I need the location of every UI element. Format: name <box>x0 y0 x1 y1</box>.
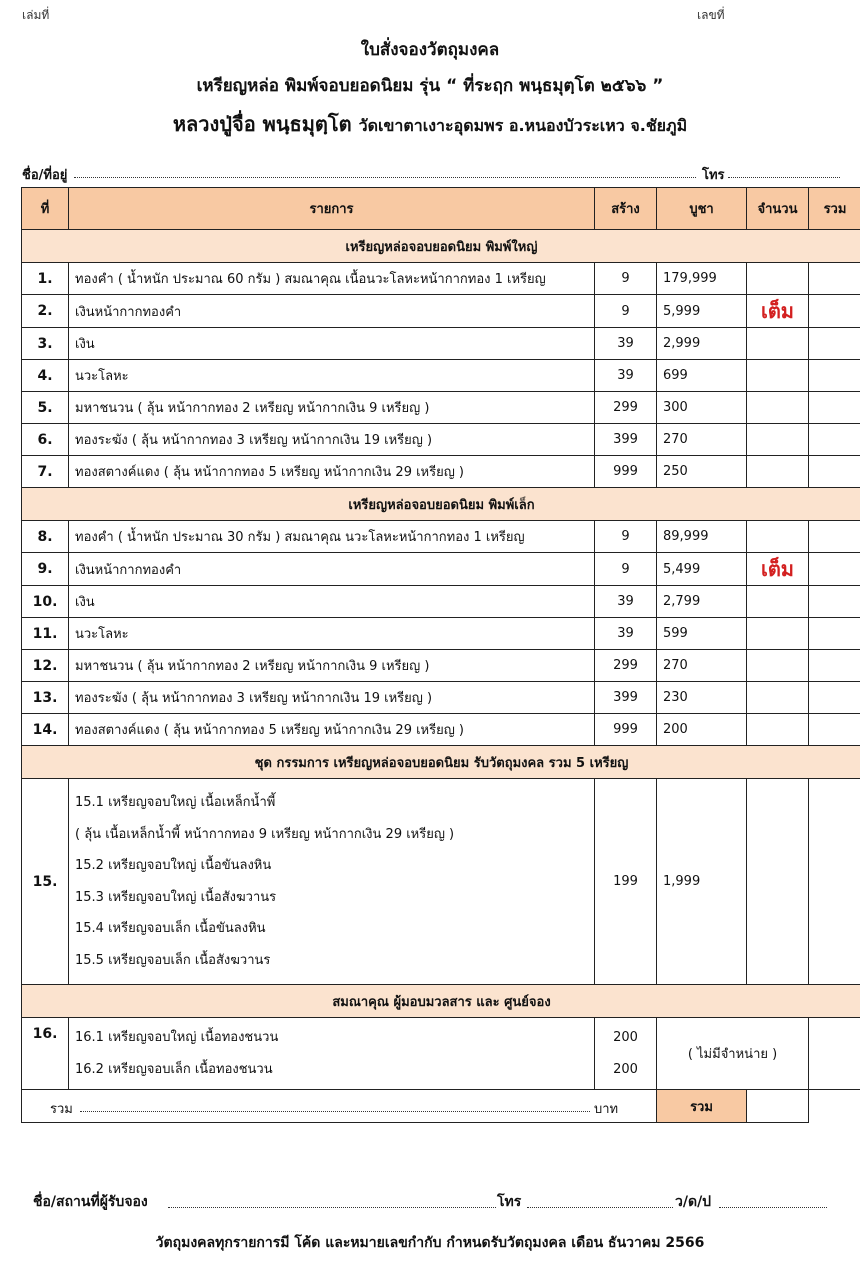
table-row <box>22 295 860 328</box>
row-item: นวะโลหะ <box>69 360 595 392</box>
table-row <box>22 682 860 714</box>
phone-field[interactable] <box>728 164 840 178</box>
name-address-label: ชื่อ/ที่อยู่ <box>22 164 67 185</box>
row-total-cell[interactable] <box>809 263 860 295</box>
gift-note: ( ไม่มีจำหน่าย ) <box>657 1018 809 1090</box>
baht-label: บาท <box>594 1102 619 1117</box>
committee-line: 15.2 เหรียญจอบใหญ่ เนื้อขันลงหิน <box>75 858 272 873</box>
row-item: ทองคำ ( น้ำหนัก ประมาณ 60 กรัม ) สมณาคุณ เนื้อนวะโลหะหน้ากากทอง 1 เหรียญ <box>69 263 595 295</box>
section-gift <box>22 985 860 1018</box>
col-no: ที่ <box>22 188 69 230</box>
row-total-cell[interactable] <box>809 586 860 618</box>
gift-items <box>69 1018 595 1090</box>
row-item: ทองสตางค์แดง ( ลุ้น หน้ากากทอง 5 เหรียญ หน้ากากเงิน 29 เหรียญ ) <box>69 714 595 746</box>
col-total: รวม <box>809 188 860 230</box>
row-price: 230 <box>657 682 747 714</box>
table-row <box>22 456 860 488</box>
table-row <box>22 392 860 424</box>
row-item: เงินหน้ากากทองคำ <box>69 295 595 328</box>
recipient-phone-field[interactable] <box>527 1193 673 1208</box>
sum-line <box>28 1096 650 1116</box>
committee-line: 15.4 เหรียญจอบเล็ก เนื้อขันลงหิน <box>75 921 266 936</box>
col-price: บูชา <box>657 188 747 230</box>
row-price: 5,499 <box>657 553 747 586</box>
row-made: 299 <box>595 392 657 424</box>
row-qty-cell[interactable] <box>747 714 809 746</box>
col-made: สร้าง <box>595 188 657 230</box>
row-no: 3. <box>22 328 69 360</box>
table-row <box>22 360 860 392</box>
name-address-field[interactable] <box>74 164 696 178</box>
row-made: 9 <box>595 521 657 553</box>
footer-note: วัตถุมงคลทุกรายการมี โค้ด และหมายเลขกำกับ กำหนดรับวัตถุมงคล เดือน ธันวาคม 2566 <box>155 1235 705 1251</box>
row-no: 9. <box>22 553 69 586</box>
committee-items <box>69 779 595 985</box>
gift-made <box>595 1018 657 1090</box>
table-row <box>22 553 860 586</box>
section-committee-label: ชุด กรรมการ เหรียญหล่อจอบยอดนิยม รับวัตถุมงคล รวม 5 เหรียญ <box>22 746 860 779</box>
row-price: 599 <box>657 618 747 650</box>
recipient-label: ชื่อ/สถานที่ผู้รับจอง <box>33 1194 148 1210</box>
row-total-cell[interactable] <box>809 360 860 392</box>
row-item: นวะโลหะ <box>69 618 595 650</box>
section-large-label: เหรียญหล่อจอบยอดนิยม พิมพ์ใหญ่ <box>22 230 860 263</box>
row-price: 200 <box>657 714 747 746</box>
row-no: 10. <box>22 586 69 618</box>
gift-line: 16.1 เหรียญจอบใหญ่ เนื้อทองชนวน <box>75 1030 279 1045</box>
row-item: ทองระฆัง ( ลุ้น หน้ากากทอง 3 เหรียญ หน้ากากเงิน 19 เหรียญ ) <box>69 424 595 456</box>
monk-name: หลวงปู่จื่อ พนฺธมุตฺโต <box>172 112 352 136</box>
table-row <box>22 714 860 746</box>
row-total-cell[interactable] <box>809 424 860 456</box>
row-total-cell[interactable] <box>809 714 860 746</box>
row-no: 1. <box>22 263 69 295</box>
row-qty-cell[interactable] <box>747 586 809 618</box>
book-number-label: เล่มที่ <box>22 8 50 22</box>
row-total-cell[interactable] <box>809 650 860 682</box>
row-item: มหาชนวน ( ลุ้น หน้ากากทอง 2 เหรียญ หน้ากากเงิน 9 เหรียญ ) <box>69 650 595 682</box>
row-price: 89,999 <box>657 521 747 553</box>
gift-made-value: 200 <box>613 1030 638 1045</box>
row-made: 9 <box>595 263 657 295</box>
row-no: 7. <box>22 456 69 488</box>
col-item: รายการ <box>69 188 595 230</box>
committee-line: 15.3 เหรียญจอบใหญ่ เนื้อสังฆวานร <box>75 889 277 905</box>
row-total-cell[interactable] <box>809 553 860 586</box>
row-price: 270 <box>657 650 747 682</box>
document-subtitle: เหรียญหล่อ พิมพ์จอบยอดนิยม รุ่น “ ที่ระฤก พนฺธมุตฺโต ๒๕๖๖ ” <box>196 76 664 96</box>
committee-line: ( ลุ้น เนื้อเหล็กน้ำพี้ หน้ากากทอง 9 เหรียญ หน้ากากเงิน 29 เหรียญ ) <box>75 826 455 842</box>
row-no: 14. <box>22 714 69 746</box>
committee-made: 199 <box>595 779 657 985</box>
row-qty-cell[interactable] <box>747 682 809 714</box>
row-item: มหาชนวน ( ลุ้น หน้ากากทอง 2 เหรียญ หน้ากากเงิน 9 เหรียญ ) <box>69 392 595 424</box>
recipient-line <box>33 1191 833 1211</box>
row-total-cell[interactable] <box>809 618 860 650</box>
empty-cell <box>809 1090 860 1123</box>
gift-row <box>22 1018 860 1090</box>
row-item: เงินหน้ากากทองคำ <box>69 553 595 586</box>
committee-row <box>22 779 860 985</box>
date-field[interactable] <box>719 1193 827 1208</box>
row-total-cell[interactable] <box>809 328 860 360</box>
row-item: ทองคำ ( น้ำหนัก ประมาณ 30 กรัม ) สมณาคุณ นวะโลหะหน้ากากทอง 1 เหรียญ <box>69 521 595 553</box>
row-qty-cell[interactable] <box>747 650 809 682</box>
row-no: 13. <box>22 682 69 714</box>
row-no: 5. <box>22 392 69 424</box>
row-made: 39 <box>595 328 657 360</box>
row-item: ทองสตางค์แดง ( ลุ้น หน้ากากทอง 5 เหรียญ หน้ากากเงิน 29 เหรียญ ) <box>69 456 595 488</box>
section-committee <box>22 746 860 779</box>
phone-label: โทร <box>702 164 725 185</box>
gift-no: 16. <box>22 1018 69 1090</box>
row-qty-cell[interactable] <box>747 392 809 424</box>
row-no: 4. <box>22 360 69 392</box>
row-made: 39 <box>595 360 657 392</box>
row-price: 250 <box>657 456 747 488</box>
row-price: 5,999 <box>657 295 747 328</box>
row-qty-cell[interactable] <box>747 456 809 488</box>
row-no: 8. <box>22 521 69 553</box>
row-total-cell[interactable] <box>809 682 860 714</box>
row-qty-cell[interactable] <box>747 618 809 650</box>
section-large <box>22 230 860 263</box>
table-row <box>22 424 860 456</box>
row-price: 2,999 <box>657 328 747 360</box>
row-qty-cell[interactable] <box>747 360 809 392</box>
gift-total-cell <box>809 1018 860 1090</box>
table-row <box>22 328 860 360</box>
section-small <box>22 488 860 521</box>
row-qty-cell[interactable] <box>747 328 809 360</box>
committee-total-cell[interactable] <box>809 779 860 985</box>
table-row <box>22 618 860 650</box>
row-made: 299 <box>595 650 657 682</box>
recipient-field[interactable] <box>168 1193 496 1208</box>
sold-out-mark[interactable]: เต็ม <box>747 553 809 586</box>
row-qty-cell[interactable] <box>747 521 809 553</box>
date-label: ว/ด/ป <box>675 1194 712 1210</box>
row-no: 6. <box>22 424 69 456</box>
sold-out-mark[interactable]: เต็ม <box>747 295 809 328</box>
gift-made-value: 200 <box>613 1061 638 1077</box>
sum-row <box>22 1090 860 1123</box>
row-made: 9 <box>595 553 657 586</box>
row-item: ทองระฆัง ( ลุ้น หน้ากากทอง 3 เหรียญ หน้ากากเงิน 19 เหรียญ ) <box>69 682 595 714</box>
row-qty-cell[interactable] <box>747 263 809 295</box>
row-price: 699 <box>657 360 747 392</box>
row-no: 11. <box>22 618 69 650</box>
row-item: เงิน <box>69 586 595 618</box>
table-header <box>22 188 860 230</box>
sum-text-cell <box>22 1090 657 1123</box>
gift-line: 16.2 เหรียญจอบเล็ก เนื้อทองชนวน <box>75 1061 273 1077</box>
row-made: 39 <box>595 586 657 618</box>
row-price: 270 <box>657 424 747 456</box>
table-row <box>22 263 860 295</box>
row-price: 2,799 <box>657 586 747 618</box>
document-title: ใบสั่งจองวัตถุมงคล <box>360 40 500 60</box>
committee-no: 15. <box>22 779 69 985</box>
row-price: 300 <box>657 392 747 424</box>
row-total-cell[interactable] <box>809 521 860 553</box>
row-total-cell[interactable] <box>809 295 860 328</box>
row-price: 179,999 <box>657 263 747 295</box>
table-row <box>22 586 860 618</box>
row-total-cell[interactable] <box>809 456 860 488</box>
number-label: เลขที่ <box>697 8 725 22</box>
col-qty: จำนวน <box>747 188 809 230</box>
row-made: 39 <box>595 618 657 650</box>
row-no: 2. <box>22 295 69 328</box>
row-no: 12. <box>22 650 69 682</box>
name-address-line <box>22 164 840 182</box>
total-box-label: รวม <box>657 1090 747 1123</box>
table-row <box>22 650 860 682</box>
table-row <box>22 521 860 553</box>
row-made: 399 <box>595 682 657 714</box>
row-total-cell[interactable] <box>809 392 860 424</box>
temple-name: วัดเขาตาเงาะอุดมพร อ.หนองบัวระเหว จ.ชัยภูมิ <box>358 116 688 135</box>
sum-label: รวม <box>50 1102 73 1117</box>
committee-line: 15.5 เหรียญจอบเล็ก เนื้อสังฆวานร <box>75 952 271 968</box>
recipient-phone-label: โทร <box>497 1194 522 1210</box>
committee-price: 1,999 <box>657 779 747 985</box>
committee-qty-cell[interactable] <box>747 779 809 985</box>
row-item: เงิน <box>69 328 595 360</box>
sum-field[interactable] <box>80 1098 590 1112</box>
monk-temple-line <box>0 108 860 140</box>
row-qty-cell[interactable] <box>747 424 809 456</box>
row-made: 9 <box>595 295 657 328</box>
committee-line: 15.1 เหรียญจอบใหญ่ เนื้อเหล็กน้ำพี้ <box>75 795 276 810</box>
row-made: 399 <box>595 424 657 456</box>
row-made: 999 <box>595 714 657 746</box>
section-small-label: เหรียญหล่อจอบยอดนิยม พิมพ์เล็ก <box>22 488 860 521</box>
row-made: 999 <box>595 456 657 488</box>
order-table <box>21 187 860 1123</box>
section-gift-label: สมณาคุณ ผู้มอบมวลสาร และ ศูนย์จอง <box>22 985 860 1018</box>
grand-total-cell[interactable] <box>747 1090 809 1123</box>
